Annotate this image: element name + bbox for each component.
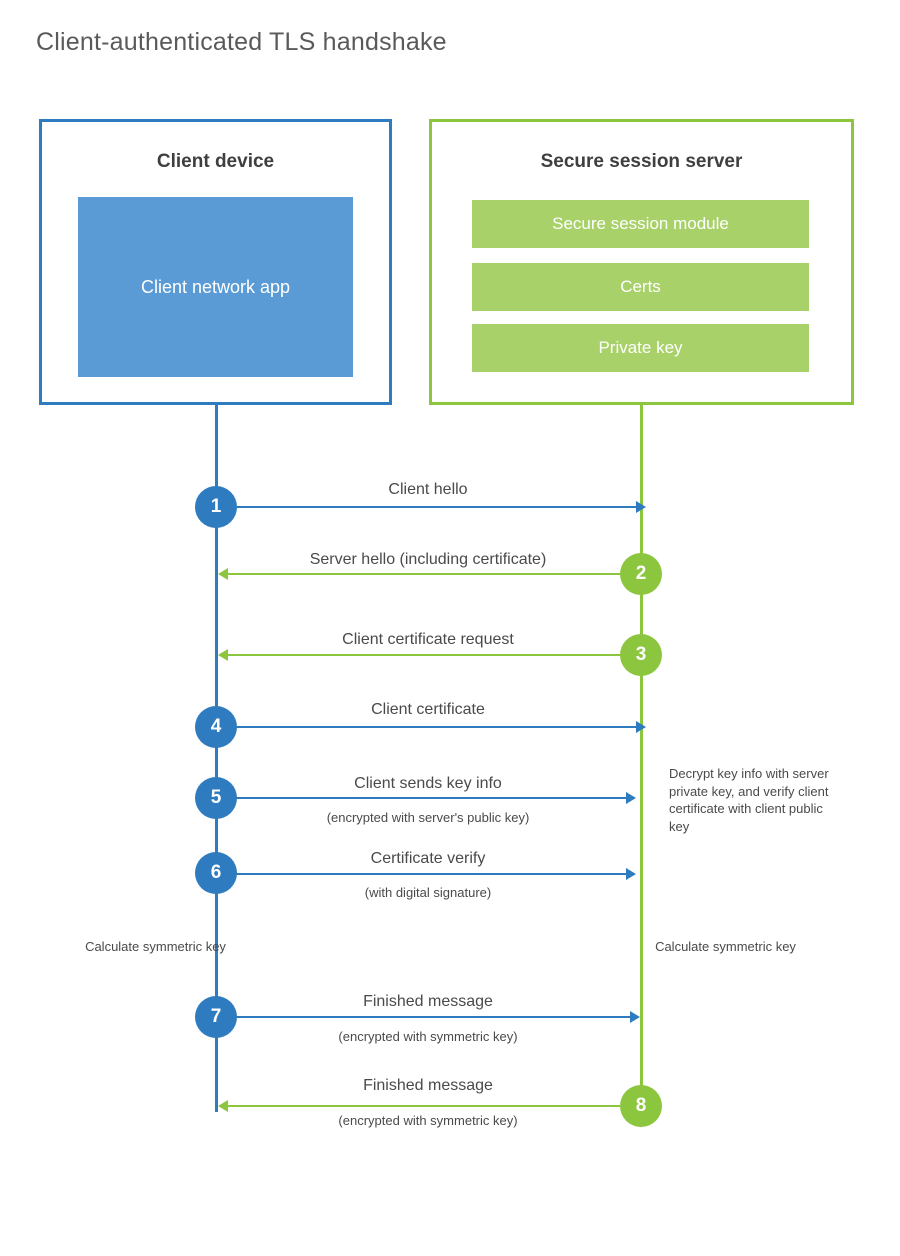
step-label-5: Client sends key info xyxy=(354,775,502,792)
step-sublabel-5: (encrypted with server's public key) xyxy=(326,810,530,825)
arrow-head-step-3-icon xyxy=(218,649,228,661)
step-sublabel-8: (encrypted with symmetric key) xyxy=(338,1113,518,1128)
step-badge-3: 3 xyxy=(620,634,662,676)
arrow-head-step-8-icon xyxy=(218,1100,228,1112)
page-title: Client-authenticated TLS handshake xyxy=(36,28,447,56)
step-badge-6: 6 xyxy=(195,852,237,894)
arrow-step-7 xyxy=(218,1016,630,1018)
arrow-step-8 xyxy=(228,1105,620,1107)
note-server-calculate-symmetric-key: Calculate symmetric key xyxy=(655,939,796,954)
step-badge-5: 5 xyxy=(195,777,237,819)
step-sublabel-6: (with digital signature) xyxy=(364,885,492,900)
arrow-head-step-1-icon xyxy=(636,501,646,513)
arrow-step-4 xyxy=(218,726,636,728)
step-badge-8: 8 xyxy=(620,1085,662,1127)
step-badge-2: 2 xyxy=(620,553,662,595)
server-item-private-key: Private key xyxy=(472,324,809,372)
client-network-app: Client network app xyxy=(78,197,353,377)
note-server-decrypt: Decrypt key info with server private key, and verify client certificate with client public key xyxy=(669,766,829,834)
step-sublabel-7: (encrypted with symmetric key) xyxy=(338,1029,518,1044)
step-badge-4: 4 xyxy=(195,706,237,748)
arrow-step-3 xyxy=(228,654,638,656)
server-item-certs: Certs xyxy=(472,263,809,311)
arrow-head-step-5-icon xyxy=(626,792,636,804)
server-item-secure-session-module: Secure session module xyxy=(472,200,809,248)
step-label-1: Client hello xyxy=(388,481,468,498)
arrow-head-step-6-icon xyxy=(626,868,636,880)
arrow-step-2 xyxy=(228,573,638,575)
arrow-head-step-7-icon xyxy=(630,1011,640,1023)
arrow-step-5 xyxy=(218,797,626,799)
step-label-8: Finished message xyxy=(363,1077,493,1094)
arrow-step-6 xyxy=(218,873,626,875)
step-label-6: Certificate verify xyxy=(370,850,486,867)
step-label-3: Client certificate request xyxy=(342,631,514,648)
step-badge-7: 7 xyxy=(195,996,237,1038)
note-client-calculate-symmetric-key: Calculate symmetric key xyxy=(85,939,226,954)
arrow-step-1 xyxy=(218,506,636,508)
client-device-title: Client device xyxy=(156,151,275,172)
step-label-4: Client certificate xyxy=(371,701,485,718)
step-label-7: Finished message xyxy=(363,993,493,1010)
arrow-head-step-4-icon xyxy=(636,721,646,733)
arrow-head-step-2-icon xyxy=(218,568,228,580)
step-badge-1: 1 xyxy=(195,486,237,528)
secure-session-server-title: Secure session server xyxy=(540,151,743,172)
step-label-2: Server hello (including certificate) xyxy=(309,551,547,568)
